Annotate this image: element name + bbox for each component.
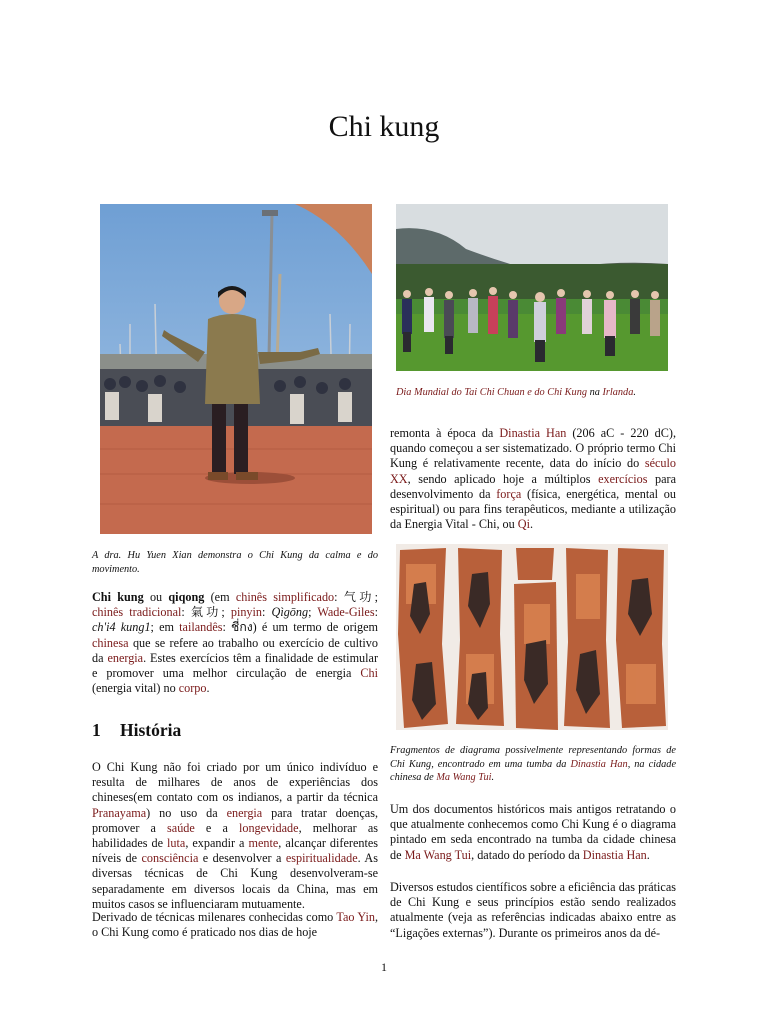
text-run: para tratar doenças, promover a	[92, 805, 378, 835]
text-link[interactable]: mente	[248, 836, 279, 851]
text-run: , expandir a	[185, 836, 249, 851]
text-link[interactable]: Dia Mundial do Tai Chi Chuan e do Chi Kung	[396, 387, 587, 398]
text-run: Fragmentos de diagrama possivelmente representando formas de Chi Kung, encontrado em uma tumba da	[390, 745, 676, 770]
text-link[interactable]: chinês simplificado	[235, 590, 335, 604]
caption-irlanda	[396, 386, 668, 400]
text-run: , na cidade chinesa de	[390, 758, 677, 783]
text-run: . As diversas técnicas de Chi Kung desenvolveram-se separadamente em diversos locais da China, mas em muitos casos se influenciaram mutuamente.	[92, 851, 378, 911]
text-run: (206 aC - 220 dC), quando começou a ser sistematizado. O próprio termo Chi Kung é relativamente recente, data do início do	[390, 426, 677, 471]
text-link[interactable]: Dinastia Han	[582, 847, 647, 862]
text-run: : 气功;	[334, 590, 379, 604]
page-title: Chi kung	[328, 110, 440, 143]
caption-fragmentos	[390, 744, 676, 785]
text-run: ;	[308, 605, 318, 620]
text-run: ) no uso da	[146, 805, 227, 820]
text-link[interactable]: Wade-Giles	[317, 605, 375, 620]
text-run: . Estes exercícios têm a finalidade de estimular e promover uma melhor circulação de energia	[92, 650, 378, 681]
text-link[interactable]: Ma Wang Tui	[436, 772, 492, 783]
text-run: :	[374, 605, 378, 620]
text-link[interactable]: Ma Wang Tui	[404, 847, 472, 862]
text-run: na	[587, 387, 603, 398]
text-run: , datado do período da	[471, 847, 583, 862]
text-run: , sendo aplicado hoje a múltiplos	[407, 471, 599, 486]
text-link[interactable]: Qi	[517, 517, 530, 532]
text-link[interactable]: espiritualidade	[285, 851, 358, 866]
text-link[interactable]: saúde	[167, 820, 195, 835]
text-run: Chi kung	[92, 590, 144, 604]
text-run: A dra. Hu Yuen Xian demonstra o Chi Kung da calma e do movimento.	[92, 550, 378, 575]
text-run: .	[646, 847, 650, 862]
text-run: .	[633, 387, 636, 398]
text-link[interactable]: chinesa	[92, 635, 129, 650]
text-run: e desenvolver a	[198, 851, 286, 866]
text-link[interactable]: tailandês	[179, 620, 223, 635]
text-run: qiqong	[168, 590, 205, 604]
text-link[interactable]: Pranayama	[92, 805, 147, 820]
text-link[interactable]: Irlanda	[602, 387, 634, 398]
text-run: ; em	[150, 620, 180, 635]
text-run: e a	[194, 820, 239, 835]
text-link[interactable]: luta	[167, 836, 186, 851]
text-run: : 氣功;	[181, 605, 231, 620]
text-link[interactable]: corpo	[178, 681, 207, 696]
section-title: História	[120, 720, 182, 740]
text-link[interactable]: consciência	[141, 851, 199, 866]
text-run: (física, energética, mental ou espiritual) ou para fins terapêuticos, mediante a utilização da Energia Vital - Chi, ou	[390, 486, 676, 532]
text-link[interactable]: energia	[107, 650, 144, 665]
page-number: 1	[381, 960, 387, 974]
historia-paragraph-1	[92, 760, 378, 912]
text-run: .	[491, 772, 495, 783]
text-run: Qìgōng	[271, 605, 309, 620]
photo-han-fragments	[396, 544, 668, 730]
text-run: para desenvolvimento da	[390, 471, 676, 501]
text-run: (em	[204, 590, 236, 604]
text-run: Derivado de técnicas milenares conhecidas como	[92, 910, 337, 924]
text-run: O Chi Kung não foi criado por um único indivíduo e resulta de milhares de anos de experiências dos chineses(em contato com os indianos, a partir da técnica	[92, 760, 378, 805]
section-heading-historia	[92, 720, 181, 741]
text-link[interactable]: Tao Yin	[336, 910, 375, 924]
text-link[interactable]: Dinastia Han	[570, 758, 628, 770]
historia-paragraph-2	[92, 910, 378, 940]
text-run: ch'i4 kung1	[92, 620, 151, 635]
text-run: Um dos documentos históricos mais antigos retratando o que atualmente conhecemos como Chi Kung é o diagrama pintado em seda encontrado na tumba da cidade chinesa de	[390, 802, 676, 862]
text-link[interactable]: exercícios	[598, 471, 648, 486]
estudos-paragraph	[390, 880, 676, 941]
text-link[interactable]: século XX	[390, 456, 676, 486]
text-run: ou	[143, 590, 169, 604]
text-run: (energia vital) no	[92, 681, 179, 696]
caption-dra	[92, 549, 378, 576]
text-link[interactable]: pinyin	[230, 605, 263, 620]
text-run: remonta à época da	[390, 426, 500, 440]
text-link[interactable]: força	[496, 486, 522, 501]
text-run: :	[262, 605, 272, 620]
remonta-paragraph	[390, 426, 676, 532]
documentos-paragraph	[390, 802, 676, 863]
photo-chi-kung-demonstration	[100, 204, 372, 534]
text-link[interactable]: Chi	[360, 666, 378, 681]
text-run: .	[206, 681, 210, 696]
intro-paragraph	[92, 590, 378, 696]
text-link[interactable]: Dinastia Han	[499, 426, 567, 440]
text-run: que se refere ao trabalho ou exercício de cultivo da	[92, 635, 378, 665]
text-link[interactable]: chinês tradicional	[92, 605, 182, 620]
text-link[interactable]: energia	[226, 805, 263, 820]
text-run: Diversos estudos científicos sobre a eficiência das práticas de Chi Kung e seus princípios estão sendo realizados atualmente (veja as referências indicadas abaixo entre as “Ligações externas”). Durante os primeiros anos da dé-	[390, 880, 676, 940]
text-run: , o Chi Kung como é praticado nos dias de hoje	[92, 910, 378, 940]
photo-irlanda-group	[396, 204, 668, 371]
text-run: .	[529, 517, 534, 532]
text-run: , alcançar diferentes níveis de	[92, 836, 378, 866]
section-number: 1	[92, 720, 101, 740]
text-run: , melhorar as habilidades de	[92, 820, 378, 851]
text-link[interactable]: longevidade	[238, 820, 299, 835]
text-run: : ชี่กง) é um termo de origem	[222, 620, 379, 635]
